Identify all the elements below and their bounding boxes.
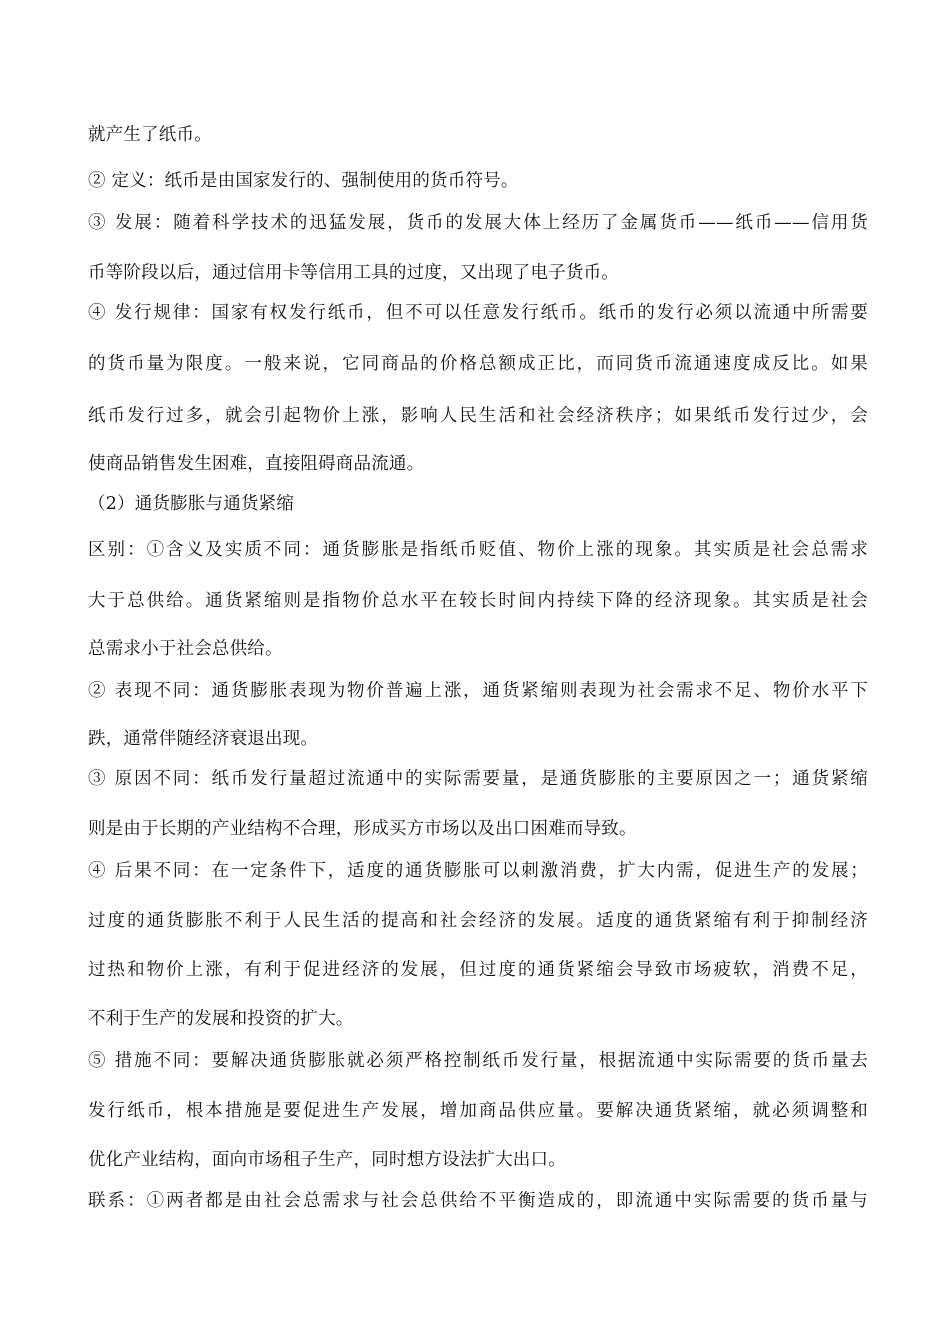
text-line-4: 币等阶段以后，通过信用卡等信用工具的过度，又出现了电子货币。 [88, 263, 619, 283]
text-line-20: 不利于生产的发展和投资的扩大。 [88, 1009, 354, 1029]
section-heading: （2）通货膨胀与通货紧缩 [88, 494, 295, 514]
text-line-17: ④ 后果不同：在一定条件下，适度的通货膨胀可以刺激消费，扩大内需，促进生产的发展； [88, 861, 868, 881]
text-line-6: 的货币量为限度。一般来说，它同商品的价格总额成正比，而同货币流通速度成反比。如果 [88, 354, 868, 374]
text-line-1: 就产生了纸币。 [88, 125, 212, 145]
text-line-10: 区别：①含义及实质不同：通货膨胀是指纸币贬值、物价上涨的现象。其实质是社会总需求 [88, 540, 868, 560]
text-line-8: 使商品销售发生困难，直接阻碍商品流通。 [88, 454, 425, 474]
text-line-7: 纸币发行过多，就会引起物价上涨，影响人民生活和社会经济秩序；如果纸币发行过少，会 [88, 406, 868, 426]
text-line-22: 发行纸币，根本措施是要促进生产发展，增加商品供应量。要解决通货紧缩，就必须调整和 [88, 1101, 868, 1121]
text-line-13: ② 表现不同：通货膨胀表现为物价普遍上涨，通货紧缩则表现为社会需求不足、物价水平下 [88, 681, 868, 701]
text-line-5: ④ 发行规律：国家有权发行纸币，但不可以任意发行纸币。纸币的发行必须以流通中所需要 [88, 303, 868, 323]
text-line-21: ⑤ 措施不同：要解决通货膨胀就必须严格控制纸币发行量，根据流通中实际需要的货币量去 [88, 1051, 868, 1071]
text-line-16: 则是由于长期的产业结构不合理，形成买方市场以及出口困难而导致。 [88, 819, 637, 839]
text-line-19: 过热和物价上涨，有利于促进经济的发展，但过度的通货紧缩会导致市场疲软，消费不足， [88, 960, 868, 980]
text-line-2: ② 定义：纸币是由国家发行的、强制使用的货币符号。 [88, 171, 519, 191]
text-line-15: ③ 原因不同：纸币发行量超过流通中的实际需要量，是通货膨胀的主要原因之一；通货紧缩 [88, 769, 868, 789]
text-line-14: 跌，通常伴随经济衰退出现。 [88, 729, 319, 749]
text-line-11: 大于总供给。通货紧缩则是指物价总水平在较长时间内持续下降的经济现象。其实质是社会 [88, 591, 868, 611]
text-line-18: 过度的通货膨胀不利于人民生活的提高和社会经济的发展。适度的通货紧缩有利于抑制经济 [88, 911, 868, 931]
text-line-23: 优化产业结构，面向市场租子生产，同时想方设法扩大出口。 [88, 1150, 566, 1170]
text-line-3: ③ 发展：随着科学技术的迅猛发展，货币的发展大体上经历了金属货币——纸币——信用货 [88, 213, 868, 233]
text-line-24: 联系：①两者都是由社会总需求与社会总供给不平衡造成的，即流通中实际需要的货币量与 [88, 1191, 868, 1211]
text-line-12: 总需求小于社会总供给。 [88, 639, 283, 659]
